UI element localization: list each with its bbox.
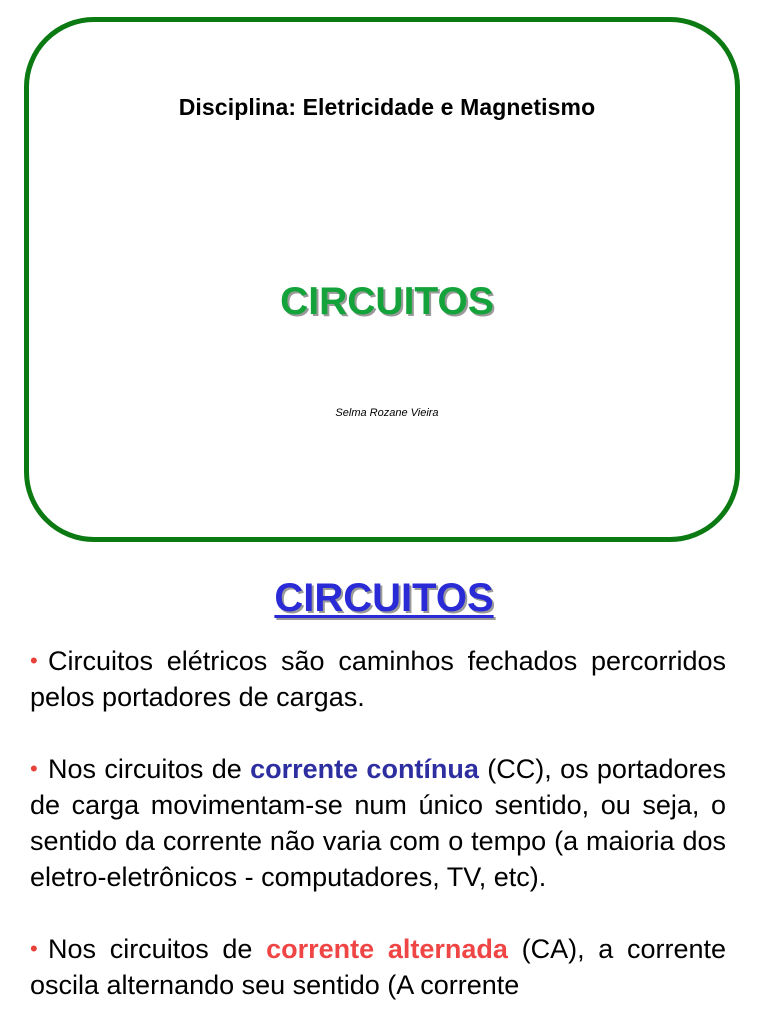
paragraph-text: Circuitos elétricos são caminhos fechados percorridos pelos portadores de cargas. bbox=[30, 646, 726, 712]
discipline-heading: Disciplina: Eletricidade e Magnetismo bbox=[178, 94, 596, 120]
term-alternating-current: corrente alternada bbox=[266, 934, 508, 964]
bullet-icon: • bbox=[30, 936, 38, 961]
paragraph-text-end: (CA), a corrente oscila alternando seu sentido (A corrente bbox=[30, 934, 727, 1000]
bullet-icon: • bbox=[30, 648, 38, 673]
section-title: CIRCUITOS bbox=[274, 576, 494, 620]
paragraph-text-end: (CC), os portadores de carga movimentam-se num único sentido, ou seja, o sentido da corrente não varia com o tempo (a maioria dos eletro-eletrônicos - computadores, TV, etc). bbox=[30, 754, 726, 892]
cover-slide-frame bbox=[24, 17, 740, 542]
cover-title: CIRCUITOS bbox=[280, 280, 494, 323]
author-name: Selma Rozane Vieira bbox=[335, 407, 439, 419]
paragraph-alternating-current bbox=[30, 931, 726, 1003]
body-text bbox=[30, 643, 726, 1024]
term-direct-current: corrente contínua bbox=[250, 754, 479, 784]
paragraph-direct-current bbox=[30, 751, 726, 895]
paragraph-circuit-definition bbox=[30, 643, 726, 715]
paragraph-text-start: Nos circuitos de bbox=[48, 754, 251, 784]
bullet-icon: • bbox=[30, 756, 38, 781]
paragraph-text-start: Nos circuitos de bbox=[48, 934, 267, 964]
